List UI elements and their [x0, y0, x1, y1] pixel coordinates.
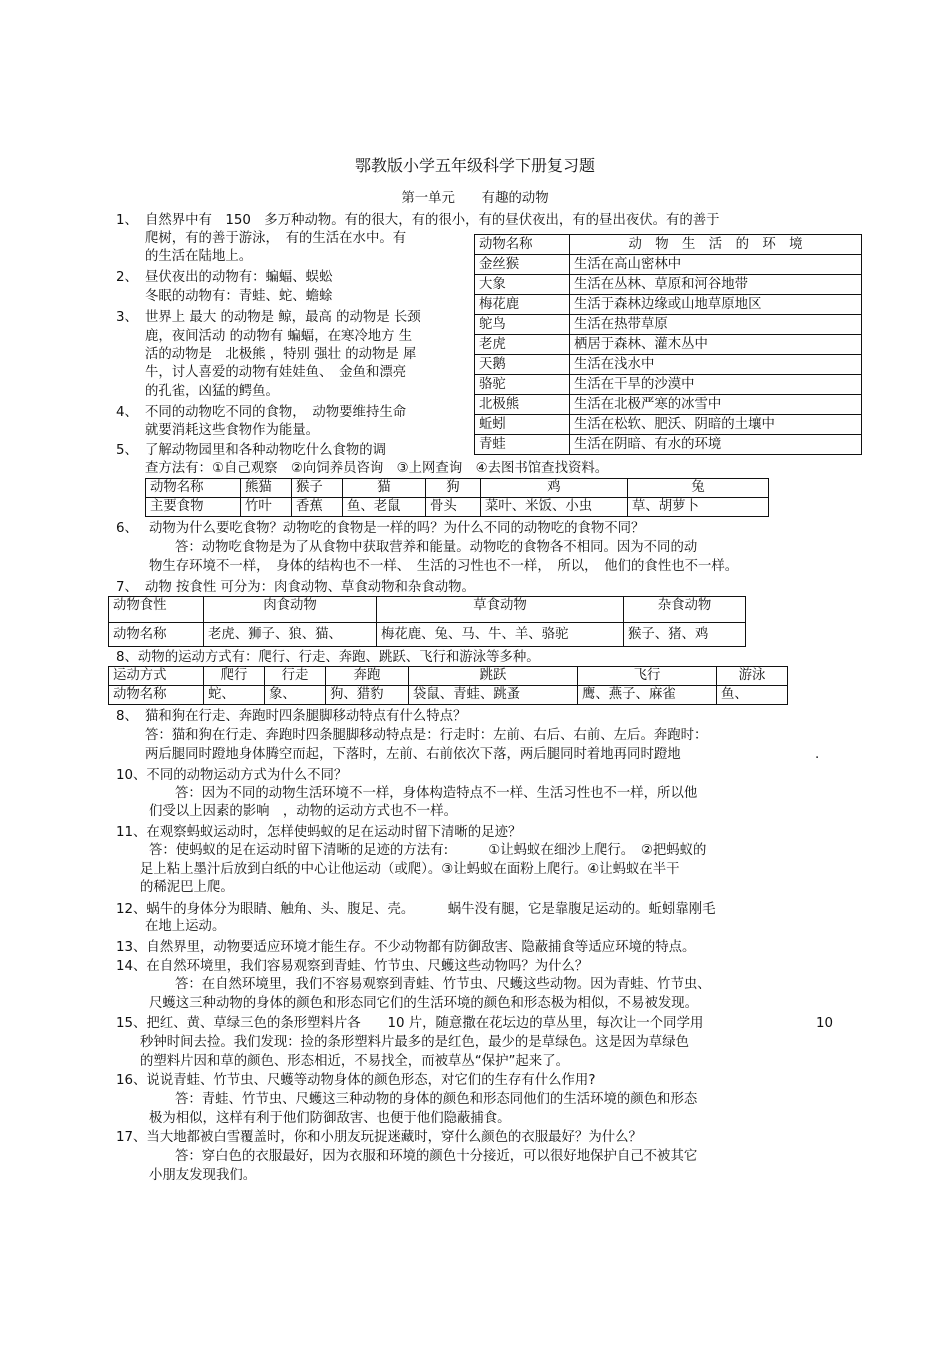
q8b-line3-end: . — [815, 747, 820, 762]
q12-line1: 12、蜗牛的身体分为眼睛、触角、头、腹足、壳。 蜗牛没有腿，它是靠腹足运动的。蚯蚓靠刚毛 — [116, 902, 716, 917]
table-cell: 鹰、燕子、麻雀 — [578, 686, 717, 705]
table-cell: 菜叶、米饭、小虫 — [481, 498, 628, 517]
table-cell: 猴子 — [292, 479, 343, 498]
table-cell: 兔 — [628, 479, 769, 498]
q1-line2: 爬树，有的善于游泳， 有的生活在水中。有 — [145, 231, 407, 246]
table-header-cell: 奔跑 — [326, 667, 409, 686]
q15-line3: 的塑料片因和草的颜色、形态相近，不易找全，而被草丛“保护”起来了。 — [140, 1054, 569, 1069]
q5-number: 5、 — [116, 443, 138, 458]
table-cell: 生活在高山密林中 — [570, 255, 862, 275]
table-header-cell: 爬行 — [204, 667, 265, 686]
q13-line1: 13、自然界里，动物要适应环境才能生存。不少动物都有防御敌害、隐蔽捕食等适应环境的特点。 — [116, 940, 696, 955]
table-cell: 生活于森林边缘或山地草原地区 — [570, 295, 862, 315]
table-cell: 动物名称 — [146, 479, 241, 498]
table-row — [475, 295, 862, 315]
table-row — [146, 498, 769, 517]
table-cell: 草、胡萝卜 — [628, 498, 769, 517]
table-cell: 栖居于森林、灌木丛中 — [570, 335, 862, 355]
q2-line1: 昼伏夜出的动物有：蝙蝠、蜈蚣 — [145, 270, 333, 285]
table-header-cell: 跳跃 — [409, 667, 578, 686]
table-cell: 狗、猎豹 — [326, 686, 409, 705]
table-row — [475, 255, 862, 275]
table-row — [475, 335, 862, 355]
q12-line2: 在地上运动。 — [145, 919, 226, 934]
table-cell: 鱼、老鼠 — [343, 498, 426, 517]
table-cell: 北极熊 — [475, 395, 570, 415]
table-cell: 鸵鸟 — [475, 315, 570, 335]
table-cell: 生活在丛林、草原和河谷地带 — [570, 275, 862, 295]
table-row — [475, 395, 862, 415]
q3-line2: 鹿，夜间活动 的动物有 蝙蝠，在寒冷地方 生 — [145, 329, 413, 344]
table-cell: 香蕉 — [292, 498, 343, 517]
table-cell: 生活在浅水中 — [570, 355, 862, 375]
q3-line3: 活的动物是 北极熊 ，特别 强壮 的动物是 犀 — [145, 347, 417, 362]
q4-number: 4、 — [116, 405, 138, 420]
table-cell: 梅花鹿 — [475, 295, 570, 315]
table-cell: 大象 — [475, 275, 570, 295]
movement-table — [108, 666, 788, 705]
table-header-cell: 飞行 — [578, 667, 717, 686]
table-row — [109, 667, 788, 686]
table-cell: 生活在热带草原 — [570, 315, 862, 335]
table-cell: 骨头 — [426, 498, 481, 517]
q11-line1: 11、在观察蚂蚁运动时，怎样使蚂蚁的足在运动时留下清晰的足迹？ — [116, 825, 522, 840]
q2-line2: 冬眠的动物有：青蛙、蛇、蟾蜍 — [145, 289, 333, 304]
q15-line1: 15、把红、黄、草绿三色的条形塑料片各 10 片，随意撒在花坛边的草丛里，每次让一个同学用 — [116, 1016, 704, 1031]
q16-line1: 16、说说青蛙、竹节虫、尺蠖等动物身体的颜色形态，对它们的生存有什么作用? — [116, 1073, 596, 1088]
unit-heading: 第一单元 有趣的动物 — [401, 191, 549, 206]
table-cell: 熊猫 — [241, 479, 292, 498]
q6-number: 6、 — [116, 521, 138, 536]
q14-line1: 14、在自然环境里，我们容易观察到青蛙、竹节虫、尺蠖这些动物吗？为什么？ — [116, 959, 589, 974]
table-cell: 金丝猴 — [475, 255, 570, 275]
q3-line4: 牛，讨人喜爱的动物有娃娃鱼、 金鱼和漂亮 — [145, 365, 407, 380]
table-row — [146, 479, 769, 498]
table-row — [475, 275, 862, 295]
table-cell: 主要食物 — [146, 498, 241, 517]
table-row — [475, 375, 862, 395]
q8b-line3: 两后腿同时蹬地身体腾空而起，下落时，左前、右前依次下落，两后腿同时着地再同时蹬地 — [145, 747, 681, 762]
table-cell: 老虎 — [475, 335, 570, 355]
table-cell: 生活在北极严寒的冰雪中 — [570, 395, 862, 415]
table-cell: 猫 — [343, 479, 426, 498]
q10-line3: 们受以上因素的影响 ，动物的运动方式也不一样。 — [149, 804, 457, 819]
q5-line1: 了解动物园里和各种动物吃什么食物的调 — [145, 443, 387, 458]
q11-line2: 答：使蚂蚁的足在运动时留下清晰的足迹的方法有: ①让蚂蚁在细沙上爬行。 ②把蚂蚁的 — [149, 843, 707, 858]
q7-number: 7、 — [116, 580, 138, 595]
table-header-cell: 运动方式 — [109, 667, 204, 686]
food-table — [145, 478, 769, 517]
q3-number: 3、 — [116, 310, 138, 325]
table-cell: 狗 — [426, 479, 481, 498]
q4-line2: 就要消耗这些食物作为能量。 — [145, 423, 320, 438]
table-cell: 老虎、狮子、狼、猫、 — [204, 623, 377, 647]
q15-line2: 秒钟时间去捡。我们发现：捡的条形塑料片最多的是红色，最少的是草绿色。这是因为草绿色 — [140, 1035, 690, 1050]
table-header-cell: 动物名称 — [475, 235, 570, 255]
table-cell: 生活在干旱的沙漠中 — [570, 375, 862, 395]
q7-line1: 动物 按食性 可分为：肉食动物、草食动物和杂食动物。 — [145, 580, 475, 595]
table-row — [109, 597, 746, 623]
table-header-cell: 动 物 生 活 的 环 境 — [570, 235, 862, 255]
table-header-cell: 行走 — [265, 667, 326, 686]
q5-line2: 查方法有：①自己观察 ②向饲养员咨询 ③上网查询 ④去图书馆查找资料。 — [145, 461, 609, 476]
q11-line4: 的稀泥巴上爬。 — [140, 880, 234, 895]
table-cell: 蛇、 — [204, 686, 265, 705]
q14-line3: 尺蠖这三种动物的身体的颜色和形态同它们的生活环境的颜色和形态极为相似，不易被发现。 — [149, 996, 699, 1011]
q10-line1: 10、不同的动物运动方式为什么不同？ — [116, 768, 348, 783]
q6-line1: 动物为什么要吃食物？动物吃的食物是一样的吗？为什么不同的动物吃的食物不同？ — [149, 521, 645, 536]
table-header-cell: 游泳 — [717, 667, 788, 686]
table-cell: 竹叶 — [241, 498, 292, 517]
table-header-cell: 肉食动物 — [204, 597, 377, 623]
diet-table — [108, 596, 746, 647]
table-cell: 鸡 — [481, 479, 628, 498]
table-cell: 骆驼 — [475, 375, 570, 395]
q17-line2: 答：穿白色的衣服最好，因为衣服和环境的颜色十分接近，可以很好地保护自己不被其它 — [175, 1149, 698, 1164]
table-cell: 猴子、猪、鸡 — [624, 623, 746, 647]
table-cell: 天鹅 — [475, 355, 570, 375]
q6-line3: 物生存环境不一样， 身体的结构也不一样、 生活的习性也不一样， 所以， 他们的食性也不一样。 — [149, 559, 739, 574]
q1-line3: 的生活在陆地上。 — [145, 249, 253, 264]
q4-line1: 不同的动物吃不同的食物， 动物要维持生命 — [145, 405, 407, 420]
table-cell: 生活在阴暗、有水的环境 — [570, 435, 862, 455]
q8b-line2: 答：猫和狗在行走、奔跑时四条腿脚移动特点是：行走时：左前、右后、右前、左后。奔跑时： — [145, 728, 708, 743]
q1-line1: 自然界中有 150 多万种动物。有的很大，有的很小，有的昼伏夜出，有的昼出夜伏。有的善于 — [145, 213, 720, 228]
q15-line1-end: 10 — [816, 1016, 834, 1031]
q16-line2: 答：青蛙、竹节虫、尺蠖这三种动物的身体的颜色和形态同他们的生活环境的颜色和形态 — [175, 1092, 698, 1107]
q8b-line1: 猫和狗在行走、奔跑时四条腿脚移动特点有什么特点？ — [145, 709, 467, 724]
q6-line2: 答：动物吃食物是为了从食物中获取营养和能量。动物吃的食物各不相同。因为不同的动 — [175, 540, 698, 555]
q8b-number: 8、 — [116, 709, 138, 724]
page-title: 鄂教版小学五年级科学下册复习题 — [354, 156, 595, 175]
q17-line1: 17、当大地都被白雪覆盖时，你和小朋友玩捉迷藏时，穿什么颜色的衣服最好？为什么？ — [116, 1130, 642, 1145]
q2-number: 2、 — [116, 270, 138, 285]
table-cell: 青蛙 — [475, 435, 570, 455]
table-row — [475, 235, 862, 255]
table-cell: 蚯蚓 — [475, 415, 570, 435]
q3-line1: 世界上 最大 的动物是 鲸，最高 的动物是 长颈 — [145, 310, 421, 325]
table-row — [109, 686, 788, 705]
table-cell: 鱼、 — [717, 686, 788, 705]
table-row — [475, 355, 862, 375]
q8a-line1: 8、动物的运动方式有：爬行、行走、奔跑、跳跃、飞行和游泳等多种。 — [116, 650, 540, 665]
table-cell: 动物名称 — [109, 686, 204, 705]
table-header-cell: 动物食性 — [109, 597, 204, 623]
habitat-table — [474, 234, 862, 455]
table-cell: 动物名称 — [109, 623, 204, 647]
q17-line3: 小朋友发现我们。 — [149, 1168, 257, 1183]
table-header-cell: 草食动物 — [377, 597, 624, 623]
q3-line5: 的孔雀，凶猛的鳄鱼。 — [145, 384, 279, 399]
q14-line2: 答：在自然环境里，我们不容易观察到青蛙、竹节虫、尺蠖这些动物。因为青蛙、竹节虫、 — [175, 977, 711, 992]
table-row — [109, 623, 746, 647]
q1-number: 1、 — [116, 213, 138, 228]
table-cell: 生活在松软、肥沃、阴暗的土壤中 — [570, 415, 862, 435]
table-row — [475, 435, 862, 455]
table-row — [475, 315, 862, 335]
table-cell: 象、 — [265, 686, 326, 705]
q11-line3: 足上粘上墨汁后放到白纸的中心让他运动（或爬）。③让蚂蚁在面粉上爬行。④让蚂蚁在半干 — [140, 862, 680, 877]
table-cell: 袋鼠、青蛙、跳蚤 — [409, 686, 578, 705]
table-cell: 梅花鹿、兔、马、牛、羊、骆驼 — [377, 623, 624, 647]
table-row — [475, 415, 862, 435]
q16-line3: 极为相似，这样有利于他们防御敌害、也便于他们隐蔽捕食。 — [149, 1111, 511, 1126]
table-header-cell: 杂食动物 — [624, 597, 746, 623]
q10-line2: 答：因为不同的动物生活环境不一样，身体构造特点不一样、生活习性也不一样，所以他 — [175, 786, 698, 801]
